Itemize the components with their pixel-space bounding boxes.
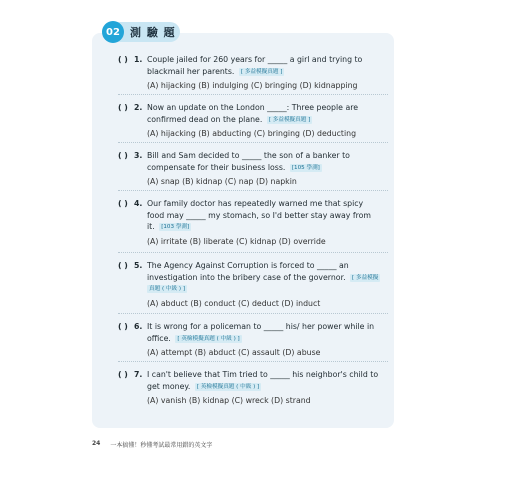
question-number: 1. [134, 55, 143, 64]
book-title: 一本搞懂！秒懂考試最常用錯的英文字 [110, 442, 213, 449]
question-text-line: investigation into the bribery case of the governor. [147, 272, 346, 282]
divider [118, 142, 388, 143]
source-tag: [ 英檢模擬真題 ( 中級 ) ] [196, 383, 260, 390]
divider [118, 361, 388, 362]
section-title-text: 測 驗 題 [130, 26, 176, 39]
answer-blank[interactable]: ( ) [118, 151, 128, 160]
answer-blank[interactable]: ( ) [118, 261, 128, 270]
source-tag: [105 學測] [291, 164, 320, 171]
answer-options: (A) abduct (B) conduct (C) deduct (D) induct [147, 298, 321, 308]
answer-options: (A) snap (B) kidnap (C) nap (D) napkin [147, 177, 297, 186]
question-text-line: office. [147, 333, 171, 343]
divider [118, 252, 388, 253]
answer-options: (A) irritate (B) liberate (C) kidnap (D) override [147, 236, 326, 246]
question-4 [118, 198, 390, 247]
question-text-line: Couple jailed for 260 years for _____ a girl and trying to [147, 55, 363, 64]
question-text-line: compensate for their business loss. [147, 162, 286, 172]
question-5 [118, 260, 390, 309]
source-tag: 真題 ( 中級 ) ] [149, 286, 186, 292]
question-number: 6. [134, 322, 143, 331]
question-text-line: food may _____ my stomach, so I'd better stay away from [147, 210, 371, 220]
question-number: 5. [134, 261, 143, 270]
question-2 [118, 102, 390, 140]
question-text-line: get money. [147, 381, 191, 391]
question-3 [118, 150, 390, 188]
answer-blank[interactable]: ( ) [118, 55, 128, 64]
question-text-line: I can't believe that Tim tried to _____ his neighbor's child to [147, 370, 379, 379]
answer-options: (A) hijacking (B) abducting (C) bringing (D) deducting [147, 129, 357, 138]
answer-options: (A) attempt (B) abduct (C) assault (D) abuse [147, 348, 321, 357]
page-footer [92, 440, 212, 449]
section-number-badge [102, 21, 124, 43]
question-7 [118, 369, 390, 407]
source-tag: [ 多益模擬真題 ] [240, 68, 283, 75]
source-tag: [ 多益模擬 [352, 274, 379, 281]
question-number: 3. [134, 151, 143, 160]
divider [118, 190, 388, 191]
answer-options: (A) vanish (B) kidnap (C) wreck (D) strand [147, 396, 311, 405]
source-tag: [103 學測] [161, 224, 190, 230]
question-text-line: blackmail her parents. [147, 66, 235, 76]
question-text-line: It is wrong for a policeman to _____ his/ her power while in [147, 322, 375, 331]
answer-blank[interactable]: ( ) [118, 199, 128, 208]
source-tag: [ 多益模擬真題 ] [268, 116, 311, 123]
answer-blank[interactable]: ( ) [118, 103, 128, 112]
answer-options: (A) hijacking (B) indulging (C) bringing (D) kidnapping [147, 81, 358, 90]
question-number: 7. [134, 370, 143, 379]
divider [118, 313, 388, 314]
section-number: 02 [106, 26, 120, 38]
question-6 [118, 321, 390, 359]
answer-blank[interactable]: ( ) [118, 322, 128, 331]
answer-blank[interactable]: ( ) [118, 370, 128, 379]
page-number: 24 [92, 440, 101, 447]
source-tag: [ 英檢模擬真題 ( 中級 ) ] [177, 335, 240, 342]
question-1 [118, 54, 390, 92]
question-text-line: Bill and Sam decided to _____ the son of a banker to [147, 151, 350, 160]
question-number: 4. [134, 199, 143, 208]
question-text-line: confirmed dead on the plane. [147, 114, 263, 124]
question-text-line: it. [147, 222, 155, 231]
divider [118, 94, 388, 95]
question-text-line: Our family doctor has repeatedly warned me that spicy [147, 199, 364, 208]
question-text-line: The Agency Against Corruption is forced to _____ an [147, 261, 349, 270]
question-text-line: Now an update on the London _____: Three people are [147, 103, 359, 112]
question-number: 2. [134, 103, 143, 112]
